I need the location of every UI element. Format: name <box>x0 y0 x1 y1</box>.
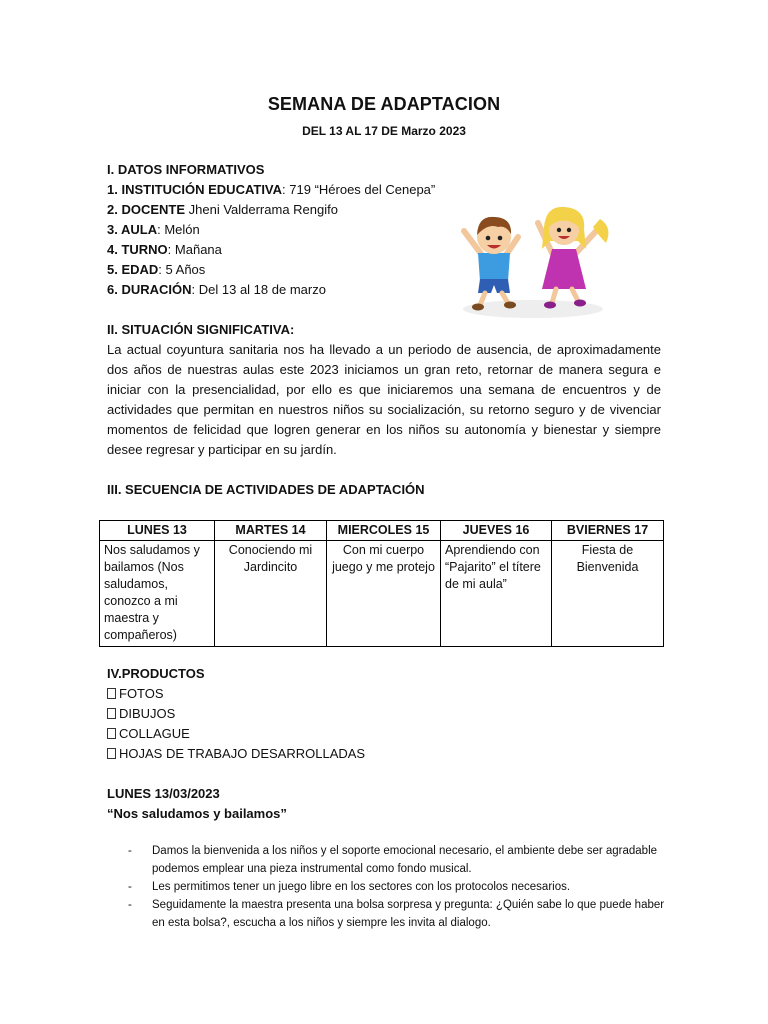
column-header: MARTES 14 <box>215 521 327 541</box>
list-item <box>128 842 668 878</box>
document-subtitle: DEL 13 AL 17 DE Marzo 2023 <box>302 124 466 138</box>
datos-value: 5 Años <box>161 262 206 277</box>
column-header: LUNES 13 <box>100 521 215 541</box>
datos-sep: : <box>157 222 161 237</box>
list-item <box>107 704 365 724</box>
activity-cell: Nos saludamos y bailamos (Nos saludamos, conozco a mi maestra y compañeros) <box>100 541 215 647</box>
table-header-row <box>100 521 664 541</box>
datos-item <box>107 240 435 260</box>
activity-cell: Fiesta de Bienvenida <box>552 541 664 647</box>
datos-value: Melón <box>160 222 200 237</box>
secuencia-heading: III. SECUENCIA DE ACTIVIDADES DE ADAPTACIÓN <box>107 482 425 497</box>
datos-heading: I. DATOS INFORMATIVOS <box>107 162 265 177</box>
missing-glyph-icon <box>107 688 116 699</box>
product-label: COLLAGUE <box>119 726 190 741</box>
datos-item <box>107 200 435 220</box>
product-label: HOJAS DE TRABAJO DESARROLLADAS <box>119 746 366 761</box>
lunes-steps-list <box>128 842 668 932</box>
productos-heading: IV.PRODUCTOS <box>107 666 205 681</box>
step-text: Damos la bienvenida a los niños y el soporte emocional necesario, el ambiente debe ser agradable podemos emplear una pieza instrumental como fondo musical. <box>152 845 658 875</box>
dash-bullet-icon: - <box>128 899 132 911</box>
situacion-paragraph: La actual coyuntura sanitaria nos ha llevado a un periodo de ausencia, de aproximadamente dos años de nuestras aulas este 2023 iniciamos un gran reto, retornar de manera segura e iniciar con la presencialidad, por ello es que iniciaremos una semana de encuentros y de actividades que permitan en nuestros niños su socialización, su retorno seguro y de vivenciar momentos de felicidad que logren generar en los niños su autonomía y bienestar y siempre desee regresar y participar en su jardín. <box>107 342 661 457</box>
datos-label: 1. INSTITUCIÓN EDUCATIVA <box>107 182 283 197</box>
step-text: Les permitimos tener un juego libre en los sectores con los protocolos necesarios. <box>152 881 571 893</box>
table-row <box>100 541 664 647</box>
activity-schedule-table <box>99 520 664 647</box>
datos-sep: : <box>282 182 286 197</box>
girl-figure <box>538 207 608 309</box>
datos-value: 719 “Héroes del Cenepa” <box>285 182 436 197</box>
datos-sep: : <box>191 282 196 297</box>
lunes-section <box>107 784 287 824</box>
missing-glyph-icon <box>107 748 116 759</box>
datos-item <box>107 260 435 280</box>
datos-item <box>107 180 435 200</box>
lunes-date: LUNES 13/03/2023 <box>107 786 220 801</box>
situacion-heading: II. SITUACIÓN SIGNIFICATIVA: <box>107 322 295 337</box>
lunes-title: “Nos saludamos y bailamos” <box>107 806 287 821</box>
column-header: BVIERNES 17 <box>552 521 664 541</box>
list-item <box>128 896 668 932</box>
dash-bullet-icon: - <box>128 845 132 857</box>
step-text: Seguidamente la maestra presenta una bolsa sorpresa y pregunta: ¿Quién sabe lo que puede haber en esta bolsa?, escucha a los niños y siempre les invita al dialogo. <box>152 899 665 929</box>
boy-figure <box>464 217 518 311</box>
datos-value: Del 13 al 18 de marzo <box>195 282 326 297</box>
list-item <box>128 878 668 896</box>
datos-value: Jheni Valderrama Rengifo <box>185 202 338 217</box>
datos-label: 2. DOCENTE <box>107 202 186 217</box>
happy-kids-illustration <box>448 197 618 322</box>
datos-sep: : <box>167 242 172 257</box>
activity-cell: Con mi cuerpo juego y me protejo <box>327 541 441 647</box>
activity-cell: Conociendo mi Jardincito <box>215 541 327 647</box>
list-item <box>107 684 365 704</box>
dash-bullet-icon: - <box>128 881 132 893</box>
datos-item <box>107 220 435 240</box>
product-label: FOTOS <box>119 686 164 701</box>
column-header: JUEVES 16 <box>441 521 552 541</box>
product-label: DIBUJOS <box>119 706 176 721</box>
datos-label: 5. EDAD <box>107 262 159 277</box>
document-title: SEMANA DE ADAPTACION <box>267 94 501 114</box>
datos-label: 4. TURNO <box>107 242 168 257</box>
missing-glyph-icon <box>107 708 116 719</box>
datos-value: Mañana <box>171 242 222 257</box>
column-header: MIERCOLES 15 <box>327 521 441 541</box>
missing-glyph-icon <box>107 728 116 739</box>
situacion-section <box>107 320 661 460</box>
list-item <box>107 724 365 744</box>
datos-label: 3. AULA <box>107 222 158 237</box>
productos-section <box>107 664 365 764</box>
list-item <box>107 744 365 764</box>
datos-item <box>107 280 435 300</box>
activity-cell: Aprendiendo con “Pajarito” el títere de mi aula” <box>441 541 552 647</box>
datos-sep: : <box>158 262 162 277</box>
datos-label: 6. DURACIÓN <box>107 282 192 297</box>
datos-section <box>107 160 435 300</box>
